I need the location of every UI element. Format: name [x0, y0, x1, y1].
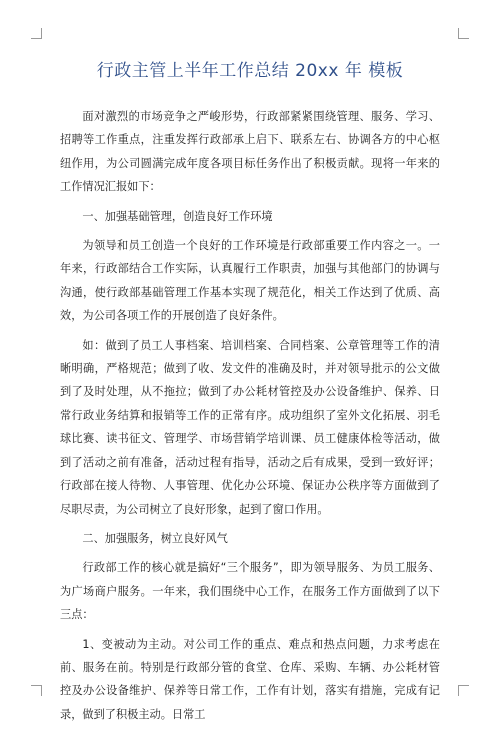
- section-heading-2: 二、加强服务，树立良好风气: [82, 531, 228, 545]
- paragraph-section-1-examples: 如：做到了员工人事档案、培训档案、合同档案、公章管理等工作的清晰明确，严格规范；做到了收、发文件的准确及时，并对领导批示的公文做到了及时处理，从不拖拉；做到了办公耗材管控及办公设备维护、保养、日常行政业务结算和报销等工作的正常有序。成功组织了室外文化拓展、羽毛球比赛、读书征文、管理学、市场营销学培训课、员工健康体检等活动，做到了活动之前有准备，活动过程有指导，活动之后有成果，受到一致好评；行政部在接人待物、人事管理、优化办公环境、保证办公秩序等方面做到了尽职尽责，为公司树立了良好形象，起到了窗口作用。: [60, 338, 440, 516]
- crop-mark-bottom-right: [458, 685, 469, 696]
- crop-mark-top-right: [458, 28, 469, 39]
- paragraph-section-2: 行政部工作的核心就是搞好“三个服务”，即为领导服务、为员工服务、为广场商户服务。一年来，我们围绕中心工作，在服务工作方面做到了以下三点：: [60, 561, 440, 622]
- paragraph-section-1: 为领导和员工创造一个良好的工作环境是行政部重要工作内容之一。一年来，行政部结合工作实际，认真履行工作职责，加强与其他部门的协调与沟通，使行政部基础管理工作基本实现了规范化，相关工作达到了优质、高效，为公司各项工作的开展创造了良好条件。: [60, 239, 440, 323]
- document-body: [60, 105, 440, 732]
- crop-mark-bottom-left: [31, 685, 42, 696]
- paragraph-section-2-point-1: 1、变被动为主动。对公司工作的重点、难点和热点问题，力求考虑在前、服务在前。特别是行政部分管的食堂、仓库、采购、车辆、办公耗材管控及办公设备维护、保养等日常工作，工作有计划，落实有措施，完成有记录，做到了积极主动。日常工: [60, 637, 440, 721]
- crop-mark-top-left: [31, 28, 42, 39]
- document-title: 行政主管上半年工作总结 20xx 年 模板: [96, 61, 404, 81]
- section-heading-1: 一、加强基础管理，创造良好工作环境: [82, 209, 273, 223]
- paragraph-intro: 面对激烈的市场竞争之严峻形势，行政部紧紧围绕管理、服务、学习、招聘等工作重点，注重发挥行政部承上启下、联系左右、协调各方的中心枢纽作用，为公司圆满完成年度各项目标任务作出了积极贡献。现将一年来的工作情况汇报如下：: [60, 110, 440, 194]
